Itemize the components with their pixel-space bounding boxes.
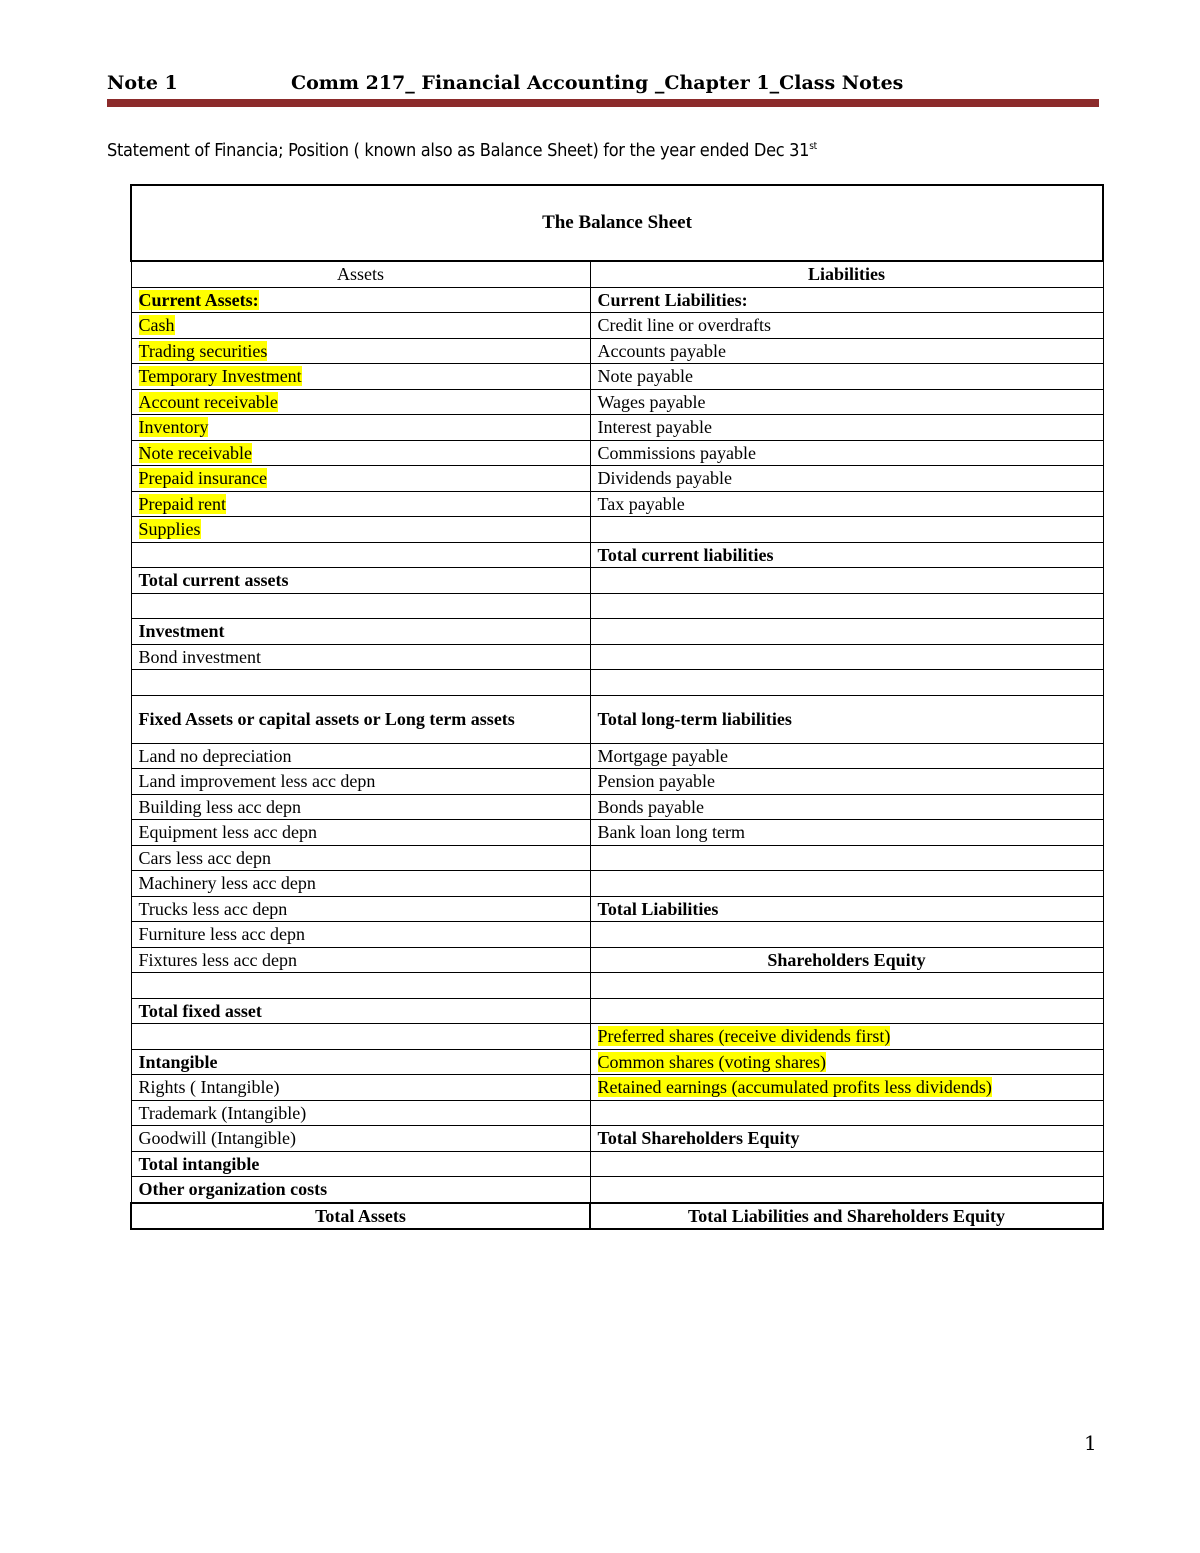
liabilities-cell: Total Shareholders Equity <box>590 1126 1103 1152</box>
liabilities-cell: Bank loan long term <box>590 820 1103 846</box>
page-number: 1 <box>1084 1431 1097 1455</box>
assets-cell <box>131 670 590 696</box>
assets-cell: Machinery less acc depn <box>131 871 590 897</box>
liabilities-cell <box>590 517 1103 543</box>
liabilities-cell: Total long-term liabilities <box>590 695 1103 743</box>
assets-cell: Prepaid rent <box>131 491 590 517</box>
assets-cell: Building less acc depn <box>131 794 590 820</box>
assets-cell: Account receivable <box>131 389 590 415</box>
subtitle-text: Statement of Financia; Position ( known also as Balance Sheet) for the year ended Dec 31 <box>107 140 810 161</box>
assets-cell <box>131 593 590 619</box>
table-row <box>131 1049 1103 1075</box>
table-row <box>131 313 1103 339</box>
liabilities-cell: Wages payable <box>590 389 1103 415</box>
assets-cell: Other organization costs <box>131 1177 590 1203</box>
liabilities-cell: Commissions payable <box>590 440 1103 466</box>
liabilities-cell: Current Liabilities: <box>590 287 1103 313</box>
table-row <box>131 644 1103 670</box>
liabilities-cell <box>590 670 1103 696</box>
column-header-assets: Assets <box>131 261 590 287</box>
table-row <box>131 287 1103 313</box>
liabilities-cell: Credit line or overdrafts <box>590 313 1103 339</box>
table-row <box>131 542 1103 568</box>
liabilities-cell: Bonds payable <box>590 794 1103 820</box>
table-row <box>131 1203 1103 1230</box>
liabilities-cell <box>590 593 1103 619</box>
table-row <box>131 743 1103 769</box>
table-row <box>131 415 1103 441</box>
table-row <box>131 973 1103 999</box>
assets-cell: Supplies <box>131 517 590 543</box>
assets-cell: Trading securities <box>131 338 590 364</box>
table-row <box>131 695 1103 743</box>
table-row <box>131 1151 1103 1177</box>
page-header <box>107 72 1099 100</box>
assets-cell: Note receivable <box>131 440 590 466</box>
assets-cell: Cars less acc depn <box>131 845 590 871</box>
assets-cell: Investment <box>131 619 590 645</box>
assets-cell: Trademark (Intangible) <box>131 1100 590 1126</box>
table-row <box>131 1177 1103 1203</box>
total-assets-cell: Total Assets <box>131 1203 590 1230</box>
header-rule <box>107 99 1099 107</box>
assets-cell: Land no depreciation <box>131 743 590 769</box>
subtitle-superscript: st <box>809 141 817 152</box>
liabilities-cell: Shareholders Equity <box>590 947 1103 973</box>
liabilities-cell: Pension payable <box>590 769 1103 795</box>
table-row <box>131 871 1103 897</box>
table-row <box>131 491 1103 517</box>
note-label: Note 1 <box>107 72 178 94</box>
table-row <box>131 922 1103 948</box>
table-row <box>131 619 1103 645</box>
liabilities-cell: Mortgage payable <box>590 743 1103 769</box>
liabilities-cell: Interest payable <box>590 415 1103 441</box>
table-row <box>131 593 1103 619</box>
table-row <box>131 947 1103 973</box>
liabilities-cell <box>590 644 1103 670</box>
assets-cell: Equipment less acc depn <box>131 820 590 846</box>
assets-cell: Bond investment <box>131 644 590 670</box>
assets-cell: Temporary Investment <box>131 364 590 390</box>
liabilities-cell: Total current liabilities <box>590 542 1103 568</box>
assets-cell: Furniture less acc depn <box>131 922 590 948</box>
table-row <box>131 896 1103 922</box>
table-row <box>131 998 1103 1024</box>
table-row <box>131 1100 1103 1126</box>
assets-cell: Prepaid insurance <box>131 466 590 492</box>
liabilities-cell <box>590 1177 1103 1203</box>
assets-cell: Inventory <box>131 415 590 441</box>
liabilities-cell <box>590 922 1103 948</box>
assets-cell: Intangible <box>131 1049 590 1075</box>
assets-cell: Land improvement less acc depn <box>131 769 590 795</box>
table-row <box>131 670 1103 696</box>
assets-cell <box>131 973 590 999</box>
assets-cell: Goodwill (Intangible) <box>131 1126 590 1152</box>
table-row <box>131 338 1103 364</box>
assets-cell: Fixed Assets or capital assets or Long term assets <box>131 695 590 743</box>
liabilities-cell <box>590 1100 1103 1126</box>
table-row <box>131 794 1103 820</box>
assets-cell: Rights ( Intangible) <box>131 1075 590 1101</box>
liabilities-cell <box>590 1151 1103 1177</box>
course-title: Comm 217_ Financial Accounting _Chapter 1_Class Notes <box>291 72 904 94</box>
liabilities-cell <box>590 568 1103 594</box>
table-title: The Balance Sheet <box>131 185 1103 261</box>
liabilities-cell: Preferred shares (receive dividends first) <box>590 1024 1103 1050</box>
assets-cell: Cash <box>131 313 590 339</box>
table-row <box>131 440 1103 466</box>
table-row <box>131 389 1103 415</box>
total-liabilities-equity-cell: Total Liabilities and Shareholders Equity <box>590 1203 1103 1230</box>
statement-subtitle <box>107 140 817 161</box>
assets-cell: Current Assets: <box>131 287 590 313</box>
balance-sheet-table <box>130 184 1104 1230</box>
liabilities-cell: Common shares (voting shares) <box>590 1049 1103 1075</box>
table-row <box>131 845 1103 871</box>
liabilities-cell: Total Liabilities <box>590 896 1103 922</box>
table-row <box>131 820 1103 846</box>
assets-cell: Fixtures less acc depn <box>131 947 590 973</box>
assets-cell <box>131 542 590 568</box>
liabilities-cell: Dividends payable <box>590 466 1103 492</box>
assets-cell: Trucks less acc depn <box>131 896 590 922</box>
table-row <box>131 769 1103 795</box>
liabilities-cell <box>590 845 1103 871</box>
liabilities-cell: Retained earnings (accumulated profits less dividends) <box>590 1075 1103 1101</box>
table-row <box>131 568 1103 594</box>
table-row <box>131 517 1103 543</box>
liabilities-cell <box>590 998 1103 1024</box>
table-row <box>131 466 1103 492</box>
table-row <box>131 1126 1103 1152</box>
column-header-liabilities: Liabilities <box>590 261 1103 287</box>
liabilities-cell: Note payable <box>590 364 1103 390</box>
table-row <box>131 1024 1103 1050</box>
assets-cell: Total fixed asset <box>131 998 590 1024</box>
liabilities-cell <box>590 619 1103 645</box>
table-row <box>131 364 1103 390</box>
liabilities-cell <box>590 973 1103 999</box>
table-row <box>131 1075 1103 1101</box>
assets-cell: Total current assets <box>131 568 590 594</box>
liabilities-cell: Accounts payable <box>590 338 1103 364</box>
assets-cell: Total intangible <box>131 1151 590 1177</box>
assets-cell <box>131 1024 590 1050</box>
liabilities-cell: Tax payable <box>590 491 1103 517</box>
liabilities-cell <box>590 871 1103 897</box>
